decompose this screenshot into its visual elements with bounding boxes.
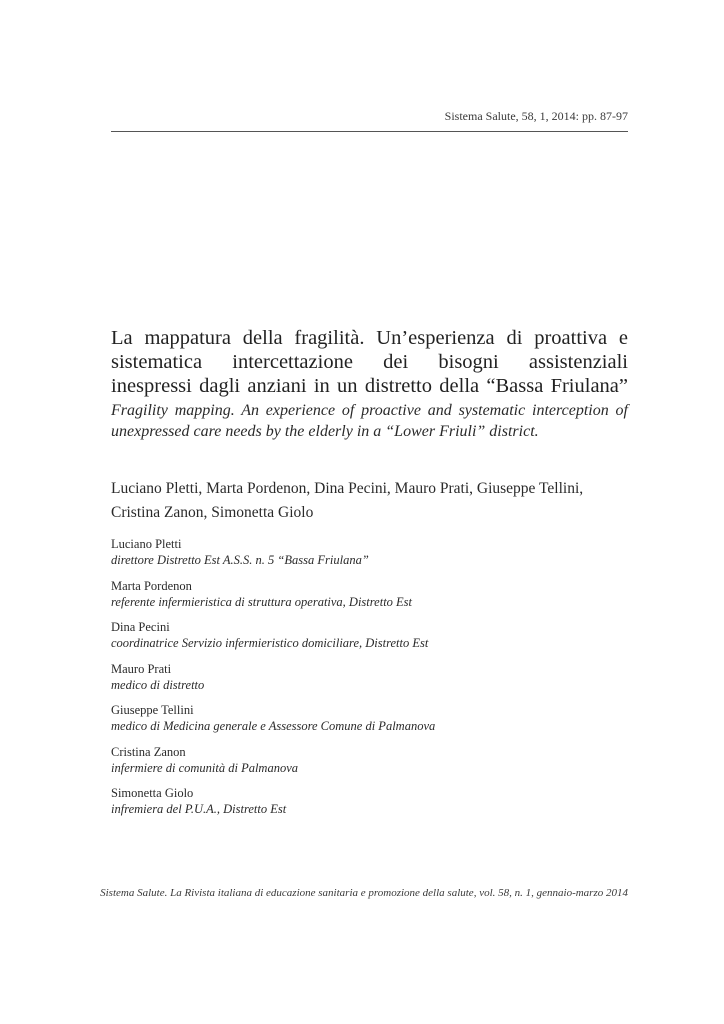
affiliation-item (111, 536, 628, 568)
affiliation-name: Luciano Pletti (111, 537, 182, 551)
title-line-3: inespressi dagli anziani in un distretto della “Bassa Friulana” (111, 375, 628, 397)
affiliation-role: medico di distretto (111, 677, 205, 692)
affiliation-item (111, 785, 628, 817)
affiliation-name: Marta Pordenon (111, 578, 192, 593)
affiliation-name: Giuseppe Tellini (111, 703, 194, 717)
title-line-1: La mappatura della fragilità. Un’esperienza di proattiva e (111, 327, 628, 349)
affiliation-item (111, 578, 628, 610)
affiliation-item (111, 744, 628, 776)
affiliation-name: Cristina Zanon (111, 744, 186, 759)
title-block (111, 326, 628, 442)
affiliation-role: medico di Medicina generale e Assessore Comune di Palmanova (111, 719, 436, 733)
affiliation-item (111, 619, 628, 651)
header-rule (111, 131, 628, 132)
affiliation-name: Simonetta Giolo (111, 786, 194, 800)
article-title (111, 326, 628, 398)
affiliation-name: Dina Pecini (111, 620, 170, 634)
affiliation-list (111, 536, 628, 827)
affiliation-role: direttore Distretto Est A.S.S. n. 5 “Bassa Friulana” (111, 553, 369, 567)
affiliation-role: infremiera del P.U.A., Distretto Est (111, 802, 287, 816)
running-head: Sistema Salute, 58, 1, 2014: pp. 87-97 (444, 109, 628, 123)
title-line-2: sistematica intercettazione dei bisogni assistenziali (111, 351, 628, 373)
affiliation-name: Mauro Prati (111, 661, 172, 676)
journal-footer: Sistema Salute. La Rivista italiana di educazione sanitaria e promozione della salute, vol. 58, n. 1, gennaio-marzo 2014 (100, 887, 628, 899)
affiliation-role: referente infermieristica di struttura operativa, Distretto Est (111, 594, 413, 609)
affiliation-role: coordinatrice Servizio infermieristico domiciliare, Distretto Est (111, 636, 429, 650)
author-list: Luciano Pletti, Marta Pordenon, Dina Pecini, Mauro Prati, Giuseppe Tellini, Cristina Zanon, Simonetta Giolo (111, 480, 584, 521)
affiliation-item (111, 702, 628, 734)
affiliation-role: infermiere di comunità di Palmanova (111, 760, 299, 775)
affiliation-item (111, 661, 628, 693)
english-title: Fragility mapping. An experience of proactive and systematic interception of unexpressed care needs by the elderly in a “Lower Friuli” district. (111, 402, 628, 440)
